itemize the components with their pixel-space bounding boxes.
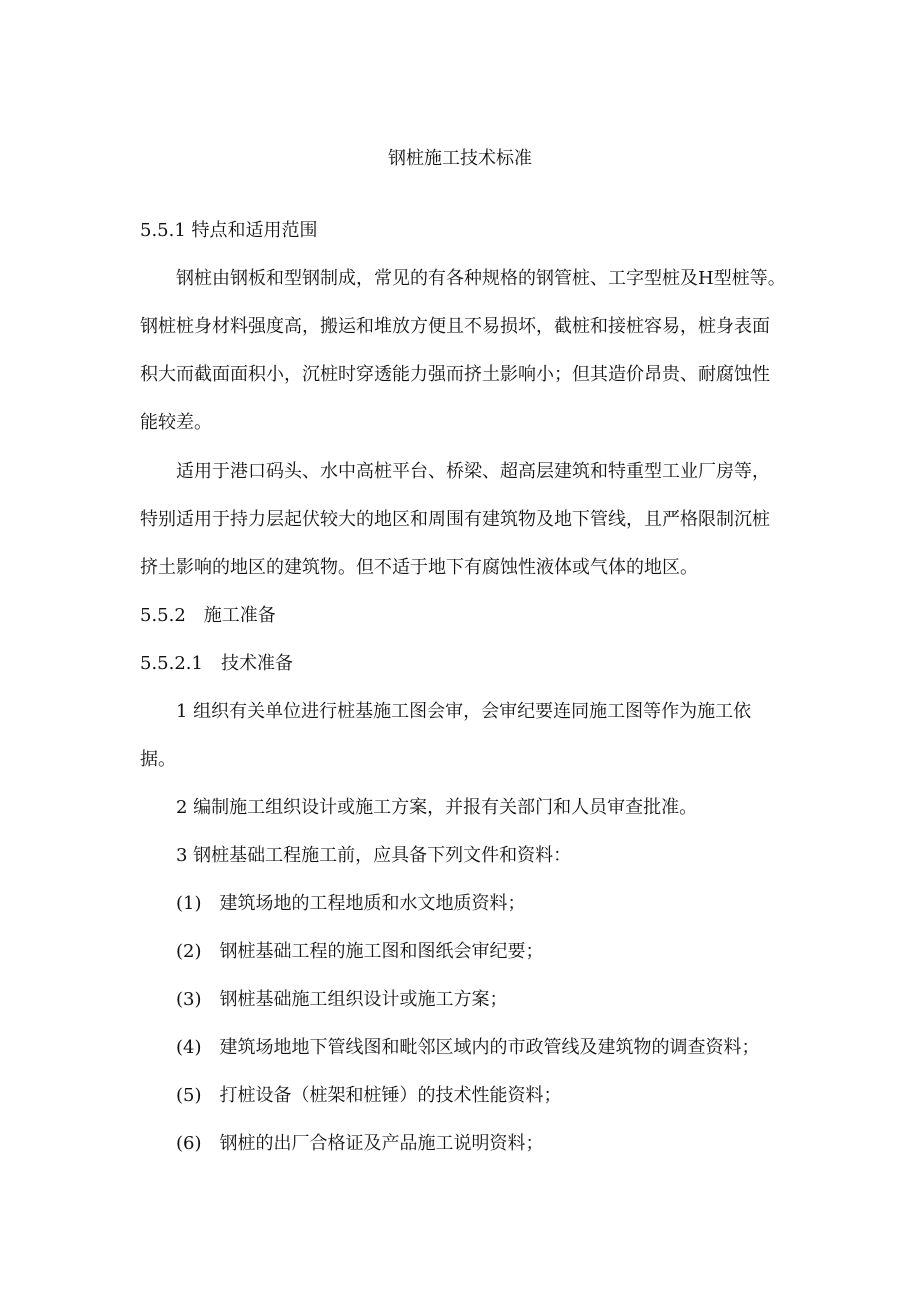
numbered-item-2: 2 编制施工组织设计或施工方案，并报有关部门和人员审查批准。 [176, 797, 698, 818]
list-item: (6) 钢桩的出厂合格证及产品施工说明资料； [176, 1133, 544, 1154]
numbered-item-1-continued: 据。 [140, 749, 176, 770]
paragraph-line: 特别适用于持力层起伏较大的地区和周围有建筑物及地下管线，且严格限制沉桩 [140, 509, 770, 530]
paragraph-line: 能较差。 [140, 412, 212, 433]
numbered-item-1: 1 组织有关单位进行桩基施工图会审，会审纪要连同施工图等作为施工依 [176, 701, 752, 722]
list-item: (2) 钢桩基础工程的施工图和图纸会审纪要； [176, 941, 544, 962]
document-title: 钢桩施工技术标准 [388, 148, 532, 169]
paragraph-line: 适用于港口码头、水中高桩平台、桥梁、超高层建筑和特重型工业厂房等， [176, 461, 770, 482]
section-heading-5-5-1: 5.5.1 特点和适用范围 [140, 220, 318, 241]
paragraph-line: 钢桩桩身材料强度高，搬运和堆放方便且不易损坏，截桩和接桩容易，桩身表面 [140, 316, 770, 337]
section-heading-5-5-2: 5.5.2 施工准备 [140, 605, 276, 626]
paragraph-line: 挤土影响的地区的建筑物。但不适于地下有腐蚀性液体或气体的地区。 [140, 557, 698, 578]
list-item: (5) 打桩设备（桩架和桩锤）的技术性能资料； [176, 1085, 562, 1106]
paragraph-line: 钢桩由钢板和型钢制成，常见的有各种规格的钢管桩、工字型桩及H型桩等。 [176, 268, 786, 289]
list-item: (3) 钢桩基础施工组织设计或施工方案； [176, 989, 508, 1010]
subsection-heading-5-5-2-1: 5.5.2.1 技术准备 [140, 653, 293, 674]
list-item: (1) 建筑场地的工程地质和水文地质资料； [176, 893, 526, 914]
paragraph-line: 积大而截面面积小，沉桩时穿透能力强而挤土影响小；但其造价昂贵、耐腐蚀性 [140, 364, 770, 385]
list-item: (4) 建筑场地地下管线图和毗邻区域内的市政管线及建筑物的调查资料； [176, 1037, 760, 1058]
numbered-item-3: 3 钢桩基础工程施工前，应具备下列文件和资料： [176, 845, 572, 866]
